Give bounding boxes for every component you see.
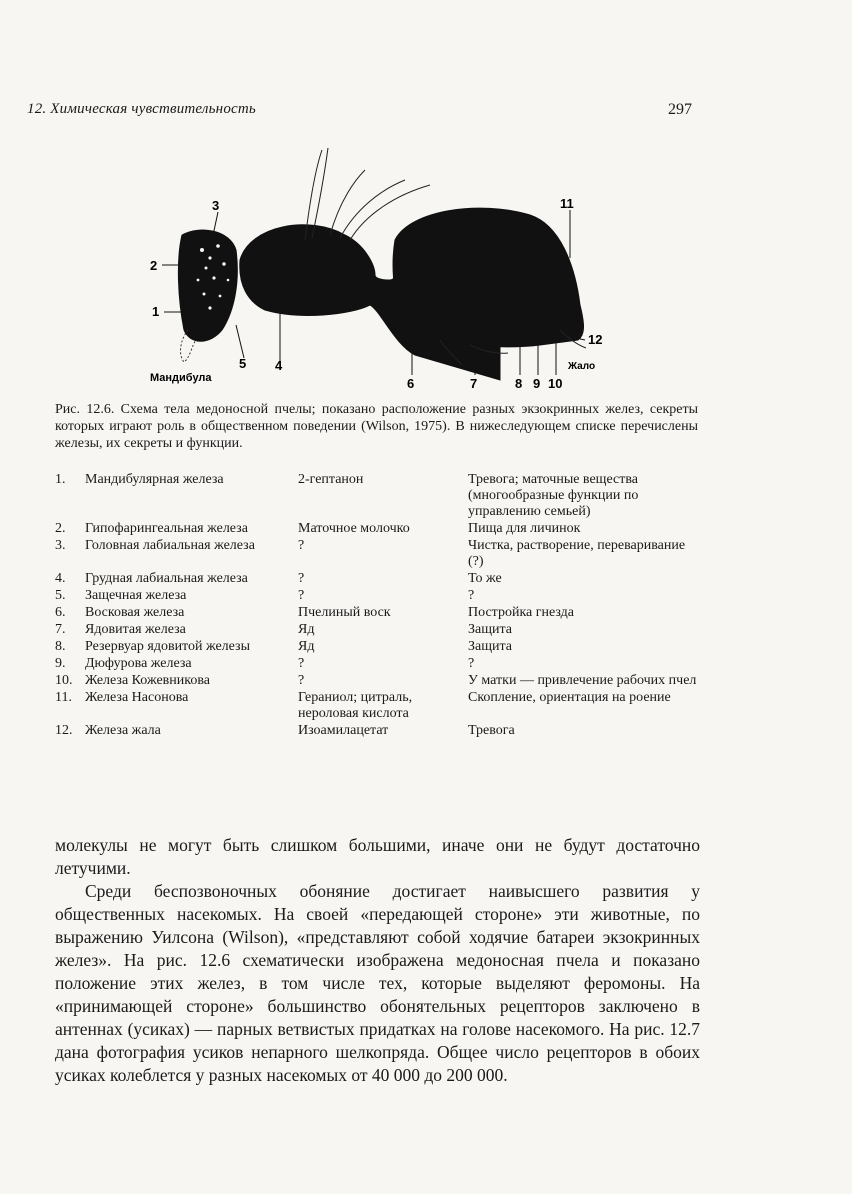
gland-function: У матки — привлечение рабочих пчел [468,673,697,688]
gland-number: 10. [55,673,73,688]
gland-number: 12. [55,723,73,738]
gland-row [55,656,700,673]
gland-number: 5. [55,588,66,603]
gland-name: Железа Кожевникова [85,673,210,688]
gland-secretion: Маточное молочко [298,521,410,536]
figure-label-5: 5 [239,356,247,371]
gland-secretion: ? [298,538,305,553]
gland-name: Ядовитая железа [85,622,186,637]
gland-number: 1. [55,472,66,487]
gland-number: 2. [55,521,66,536]
gland-secretion: ? [298,673,305,688]
gland-function: Скопление, ориентация на роение [468,690,671,705]
gland-name: Защечная железа [85,588,187,603]
gland-row [55,622,700,639]
gland-function: Защита [468,639,513,654]
gland-number: 7. [55,622,66,637]
body-text [55,834,700,1087]
gland-row [55,673,700,690]
gland-secretion: ? [298,571,305,586]
gland-secretion: Пчелиный воск [298,605,391,620]
gland-secretion: ? [298,656,305,671]
gland-row [55,723,700,740]
gland-secretion: ? [298,588,305,603]
gland-number: 6. [55,605,66,620]
gland-secretion: Изоамилацетат [298,723,389,738]
figure-label-8: 8 [515,376,523,391]
gland-number: 11. [55,690,72,705]
gland-number: 3. [55,538,66,553]
figure-label-10: 10 [548,376,563,391]
page-number: 297 [668,101,692,118]
figure-label-7: 7 [470,376,478,391]
bee-diagram [140,140,620,400]
figure-label-mandible: Мандибула [150,372,212,384]
gland-name: Резервуар ядовитой железы [85,639,250,654]
gland-name: Гипофарингеальная железа [85,521,248,536]
gland-row [55,690,700,723]
figure-label-6: 6 [407,376,415,391]
gland-function: Защита [468,622,513,637]
gland-number: 4. [55,571,66,586]
gland-secretion: Яд [298,639,315,654]
gland-row [55,588,700,605]
figure-label-12: 12 [588,332,603,347]
gland-name: Дюфурова железа [85,656,192,671]
gland-function: Тревога; маточные вещества (многообразные функции по управлению семьей) [468,472,639,519]
gland-secretion: 2-гептанон [298,472,364,487]
gland-name: Головная лабиальная железа [85,538,255,553]
gland-function: То же [468,571,502,586]
gland-function: Чистка, растворение, переваривание (?) [468,538,686,569]
gland-name: Грудная лабиальная железа [85,571,248,586]
paragraph-1: молекулы не могут быть слишком большими, иначе они не будут достаточно летучими. [55,835,700,878]
gland-number: 9. [55,656,66,671]
gland-function: Тревога [468,723,515,738]
bee-silhouette [178,208,583,380]
figure-label-2: 2 [150,258,158,273]
bee-abdomen [393,208,583,347]
figure-label-11: 11 [560,196,574,211]
gland-name: Железа жала [85,723,161,738]
figure-label-3: 3 [212,198,220,213]
figure-label-4: 4 [275,358,283,373]
gland-name: Мандибулярная железа [85,472,224,487]
gland-row [55,472,700,521]
figure-label-1: 1 [152,304,160,319]
gland-function: Пища для личинок [468,521,581,536]
figure-caption: Рис. 12.6. Схема тела медоносной пчелы; показано расположение разных экзокринных желез, секреты которых играют роль в общественном поведении (Wilson, 1975). В нижеследующем списке перечислены железы, их секреты и функции. [55,402,698,451]
running-header-chapter: 12. Химическая чувствительность [27,101,256,117]
gland-secretion: Яд [298,622,315,637]
gland-list [55,472,700,740]
gland-row [55,538,700,571]
figure-label-sting: Жало [568,361,596,372]
gland-row [55,605,700,622]
paragraph-2: Среди беспозвоночных обоняние достигает наивысшего развития у общественных насекомых. На своей «передающей стороне» эти животные, по выражению Уилсона (Wilson), «представляют собой ходячие батареи экзокринных желез». На рис. 12.6 схематически изображена медоносная пчела и показано положение этих желез, в том числе тех, которые выделяют феромоны. На «принимающей стороне» большинство обонятельных рецепторов заключено в антеннах (усиках) — парных ветвистых придатках на голове насекомого. На рис. 12.7 дана фотография усиков непарного шелкопряда. Общее число рецепторов в обоих усиках колеблется у разных насекомых от 40 000 до 200 000. [55,881,700,1085]
figure-label-9: 9 [533,376,541,391]
gland-function: ? [468,588,475,603]
gland-secretion: Гераниол; цитраль, нероловая кислота [298,690,413,721]
gland-number: 8. [55,639,66,654]
gland-row [55,521,700,538]
gland-name: Железа Насонова [85,690,189,705]
gland-row [55,639,700,656]
gland-function: Постройка гнезда [468,605,574,620]
gland-function: ? [468,656,475,671]
bee-head [178,230,237,341]
gland-name: Восковая железа [85,605,185,620]
gland-row [55,571,700,588]
